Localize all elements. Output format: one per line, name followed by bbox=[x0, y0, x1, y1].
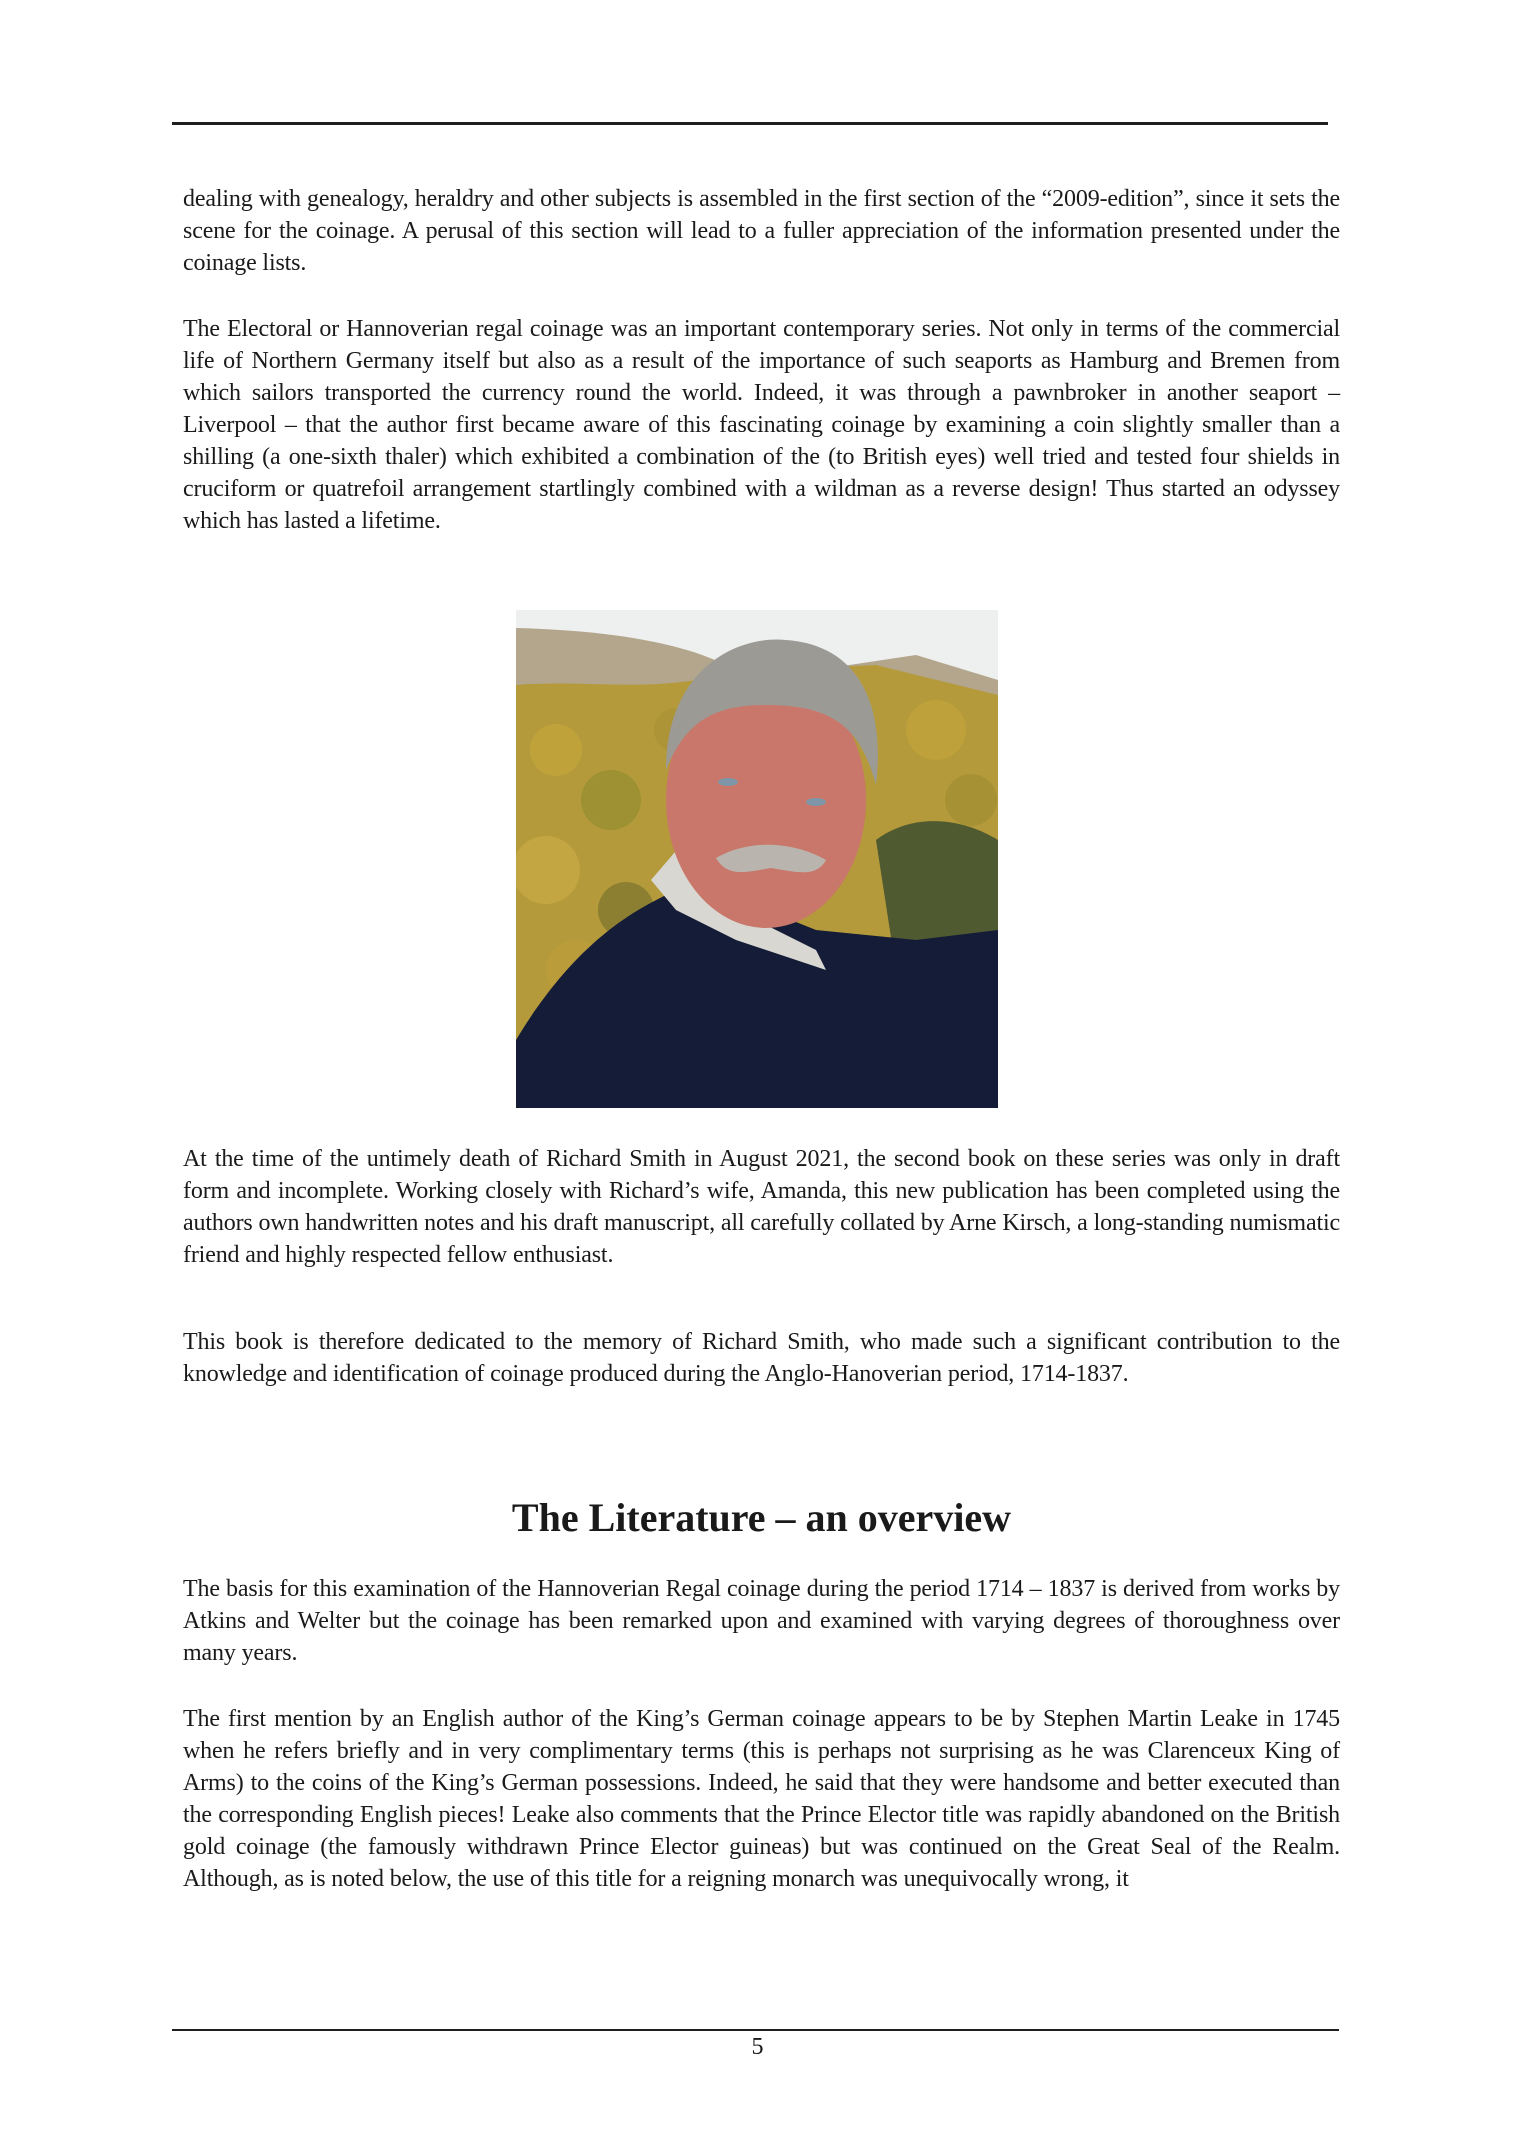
footer-rule bbox=[172, 2029, 1339, 2031]
paragraph-first-mention-leake: The first mention by an English author of the King’s German coinage appears to be by Stephen Martin Leake in 1745 when he refers briefly and in very complimentary terms (this is perhaps not surprising as he was Clarenceux King of Arms) to the coins of the King’s German possessions. Indeed, he said that they were handsome and better executed than the corresponding English pieces! Leake also comments that the Prince Elector title was rapidly abandoned on the British gold coinage (the famously withdrawn Prince Elector guineas) but was continued on the Great Seal of the Realm. Although, as is noted below, the use of this title for a reigning monarch was unequivocally wrong, it bbox=[183, 1706, 1340, 1892]
photo-eye-left bbox=[718, 778, 738, 786]
photo-eye-right bbox=[806, 798, 826, 806]
paragraph-richard-smith-death: At the time of the untimely death of Richard Smith in August 2021, the second book on these series was only in draft form and incomplete. Working closely with Richard’s wife, Amanda, this new publication has been completed using the authors own handwritten notes and his draft manuscript, all carefully collated by Arne Kirsch, a long-standing numismatic friend and highly respected fellow enthusiast. bbox=[183, 1146, 1340, 1268]
page-number: 5 bbox=[751, 2034, 764, 2060]
paragraph-electoral-coinage: The Electoral or Hannoverian regal coinage was an important contemporary series. Not only in terms of the commercial life of Northern Germany itself but also as a result of the importance of such seaports as Hamburg and Bremen from which sailors transported the currency round the world. Indeed, it was through a pawnbroker in another seaport – Liverpool – that the author first became aware of this fascinating coinage by examining a coin slightly smaller than a shilling (a one-sixth thaler) which exhibited a combination of the (to British eyes) well tried and tested four shields in cruciform or quatrefoil arrangement startlingly combined with a wildman as a reverse design! Thus started an odyssey which has lasted a lifetime. bbox=[183, 316, 1340, 534]
paragraph-literature-basis: The basis for this examination of the Hannoverian Regal coinage during the period 1714 – 1837 is derived from works by Atkins and Welter but the coinage has been remarked upon and examined with varying degrees of thoroughness over many years. bbox=[183, 1576, 1340, 1666]
paragraph-dedication: This book is therefore dedicated to the memory of Richard Smith, who made such a significant contribution to the knowledge and identification of coinage produced during the Anglo-Hanoverian period, 1714-1837. bbox=[183, 1329, 1340, 1387]
paragraph-genealogy-intro: dealing with genealogy, heraldry and other subjects is assembled in the first section of the “2009-edition”, since it sets the scene for the coinage. A perusal of this section will lead to a fuller appreciation of the information presented under the coinage lists. bbox=[183, 186, 1340, 276]
header-rule bbox=[172, 122, 1328, 125]
section-heading: The Literature – an overview bbox=[511, 1495, 1012, 1540]
author-portrait-photo bbox=[516, 610, 998, 1108]
